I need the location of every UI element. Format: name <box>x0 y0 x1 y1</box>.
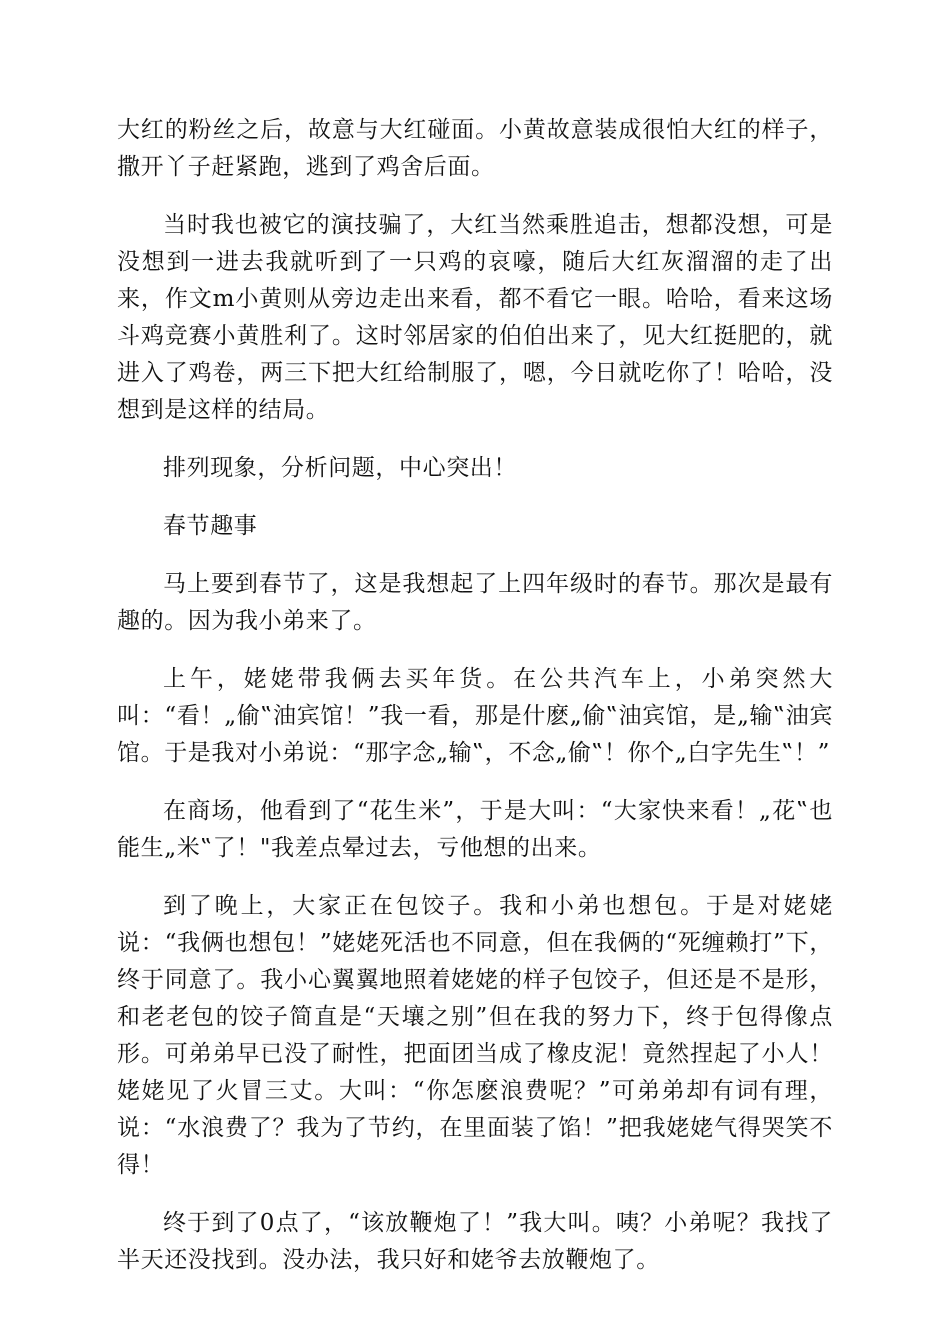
paragraph-continuation: 大红的粉丝之后，故意与大红碰面。小黄故意装成很怕大红的样子，撒开丫子赶紧跑，逃到了鸡舍后面。 <box>117 117 833 180</box>
document-page <box>117 112 833 1300</box>
paragraph-chicken-fight: 当时我也被它的演技骗了，大红当然乘胜追击，想都没想，可是没想到一进去我就听到了一只鸡的哀嚎，随后大红灰溜溜的走了出来，作文m小黄则从旁边走出来看，都不看它一眼。哈哈，看来这场斗鸡竞赛小黄胜利了。这时邻居家的伯伯出来了，见大红挺肥的，就进入了鸡卷，两三下把大红给制服了，嗯，今日就吃你了！哈哈，没想到是这样的结局。 <box>117 212 833 423</box>
paragraph-midnight: 终于到了0点了，“该放鞭炮了！”我大叫。咦？小弟呢？我找了半天还没找到。没办法，我只好和姥爷去放鞭炮了。 <box>117 1210 833 1273</box>
paragraph-bus: 上午，姥姥带我俩去买年货。在公共汽车上，小弟突然大叫：“看！„偷‟油宾馆！”我一看，那是什麽„偷‟油宾馆，是„输‟油宾馆。于是我对小弟说：“那字念„输‟，不念„偷‟！你个„白字先生‟！” <box>117 666 833 766</box>
essay-title: 春节趣事 <box>163 513 258 539</box>
paragraph-dumplings: 到了晚上，大家正在包饺子。我和小弟也想包。于是对姥姥说：“我俩也想包！”姥姥死活也不同意，但在我俩的“死缠赖打”下，终于同意了。我小心翼翼地照着姥姥的样子包饺子，但还是不是形，和老老包的饺子简直是“天壤之别”但在我的努力下，终于包得像点形。可弟弟早已没了耐性，把面团当成了橡皮泥！竟然捏起了小人！姥姥见了火冒三丈。大叫：“你怎麽浪费呢？”可弟弟却有词有理，说：“水浪费了？我为了节约，在里面装了馅！”把我姥姥气得哭笑不得！ <box>117 893 833 1178</box>
paragraph-intro: 马上要到春节了，这是我想起了上四年级时的春节。那次是最有趣的。因为我小弟来了。 <box>117 571 833 634</box>
paragraph-comment: 排列现象，分析问题，中心突出！ <box>163 455 517 481</box>
paragraph-mall: 在商场，他看到了“花生米”，于是大叫：“大家快来看！„花‟也能生„米‟了！"我差点晕过去，亏他想的出来。 <box>117 798 833 861</box>
